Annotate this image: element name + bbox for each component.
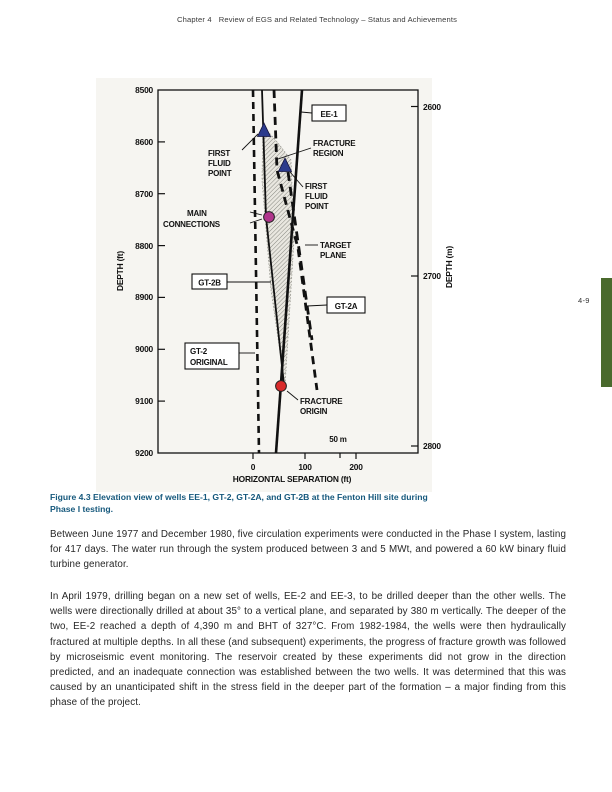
page-number: 4-9	[578, 296, 590, 305]
first-fluid-point-marker-left	[258, 123, 271, 137]
fracture-origin-marker	[276, 381, 287, 392]
x-axis-ticks	[253, 453, 356, 459]
tick-8800: 8800	[135, 241, 153, 251]
body-paragraph-1: Between June 1977 and December 1980, five circulation experiments were conducted in the Phase I system, lasting for 417 days. The water run through the system produced between 3 and 5 MWt, and powered a 60 kW binary fluid turbine generator.	[50, 529, 566, 571]
tick-8500: 8500	[135, 85, 153, 95]
first-fluid-left-line1: FIRST	[208, 149, 231, 158]
fracture-region-line2: REGION	[313, 149, 344, 158]
gt2-original-label-line2: ORIGINAL	[190, 358, 228, 367]
first-fluid-right-line3: POINT	[305, 202, 329, 211]
figure-caption-line1: Figure 4.3 Elevation view of wells EE-1, GT-2, GT-2A, and GT-2B at the Fenton Hill site during	[50, 492, 428, 502]
ee1-label: EE-1	[320, 110, 338, 119]
fracture-origin-line1: FRACTURE	[300, 397, 343, 406]
main-connections-marker	[264, 212, 275, 223]
tick-9000: 9000	[135, 344, 153, 354]
gt2a-label: GT-2A	[334, 302, 358, 311]
target-plane-line1: TARGET	[320, 241, 352, 250]
tick-9200: 9200	[135, 448, 153, 458]
right-axis-ticks	[411, 107, 418, 447]
tick-8900: 8900	[135, 292, 153, 302]
depth-ft-tick-labels	[135, 85, 153, 458]
scale-bar-label: 50 m	[329, 435, 347, 444]
first-fluid-left-line2: FLUID	[208, 159, 231, 168]
x-axis-title: HORIZONTAL SEPARATION (ft)	[232, 474, 352, 484]
left-axis-ticks	[158, 142, 165, 401]
annotation-labels	[163, 139, 356, 444]
tick-2700: 2700	[423, 271, 441, 281]
tick-100: 100	[298, 462, 312, 472]
target-plane-line2: PLANE	[320, 251, 347, 260]
tick-200: 200	[349, 462, 363, 472]
figure-caption-line2: Phase I testing.	[50, 503, 114, 514]
header-chapter: Chapter 4	[177, 15, 212, 24]
chapter-side-tab	[601, 278, 612, 387]
tick-0: 0	[250, 462, 256, 472]
main-connections-line2: CONNECTIONS	[163, 220, 220, 229]
fracture-region-line1: FRACTURE	[313, 139, 356, 148]
gt2-original-label-line1: GT-2	[190, 347, 207, 356]
y-axis-title-left: DEPTH (ft)	[115, 251, 125, 291]
depth-m-tick-labels	[423, 102, 441, 451]
tick-2800: 2800	[423, 441, 441, 451]
first-fluid-right-line1: FIRST	[305, 182, 328, 191]
first-fluid-right-line2: FLUID	[305, 192, 328, 201]
header-title: Review of EGS and Related Technology – Status and Achievements	[218, 15, 458, 24]
first-fluid-left-line3: POINT	[208, 169, 232, 178]
fracture-origin-line2: ORIGIN	[300, 407, 328, 416]
y-axis-title-right: DEPTH (m)	[444, 246, 454, 288]
main-connections-line1: MAIN	[187, 209, 207, 218]
figure-caption	[50, 492, 566, 515]
tick-2600: 2600	[423, 102, 441, 112]
x-tick-labels	[251, 462, 363, 472]
well-path-gt2-original	[253, 90, 259, 453]
gt2b-label: GT-2B	[198, 278, 221, 288]
tick-8600: 8600	[135, 137, 153, 147]
body-paragraph-2: In April 1979, drilling began on a new set of wells, EE-2 and EE-3, to be drilled deeper than the other wells. The wells were directionally drilled at about 35° to a vertical plane, and separated by 380 m vertically. The deeper of the two, EE-2 reached a depth of 4,390 m and BHT of 327°C. From 1982-1984, the wells were then hydraulically fractured at multiple depths. In all these (and subsequent) experiments, the progress of fracture growth was followed by microseismic event monitoring. The reservoir created by these experiments did not grow in the direction predicted, and an inadequate connection was established between the two wells. It was determined that this was caused by an unanticipated shift in the stress field in the deeper part of the formation – a major finding from this phase of the project.	[50, 591, 566, 709]
tick-9100: 9100	[135, 396, 153, 406]
tick-8700: 8700	[135, 189, 153, 199]
